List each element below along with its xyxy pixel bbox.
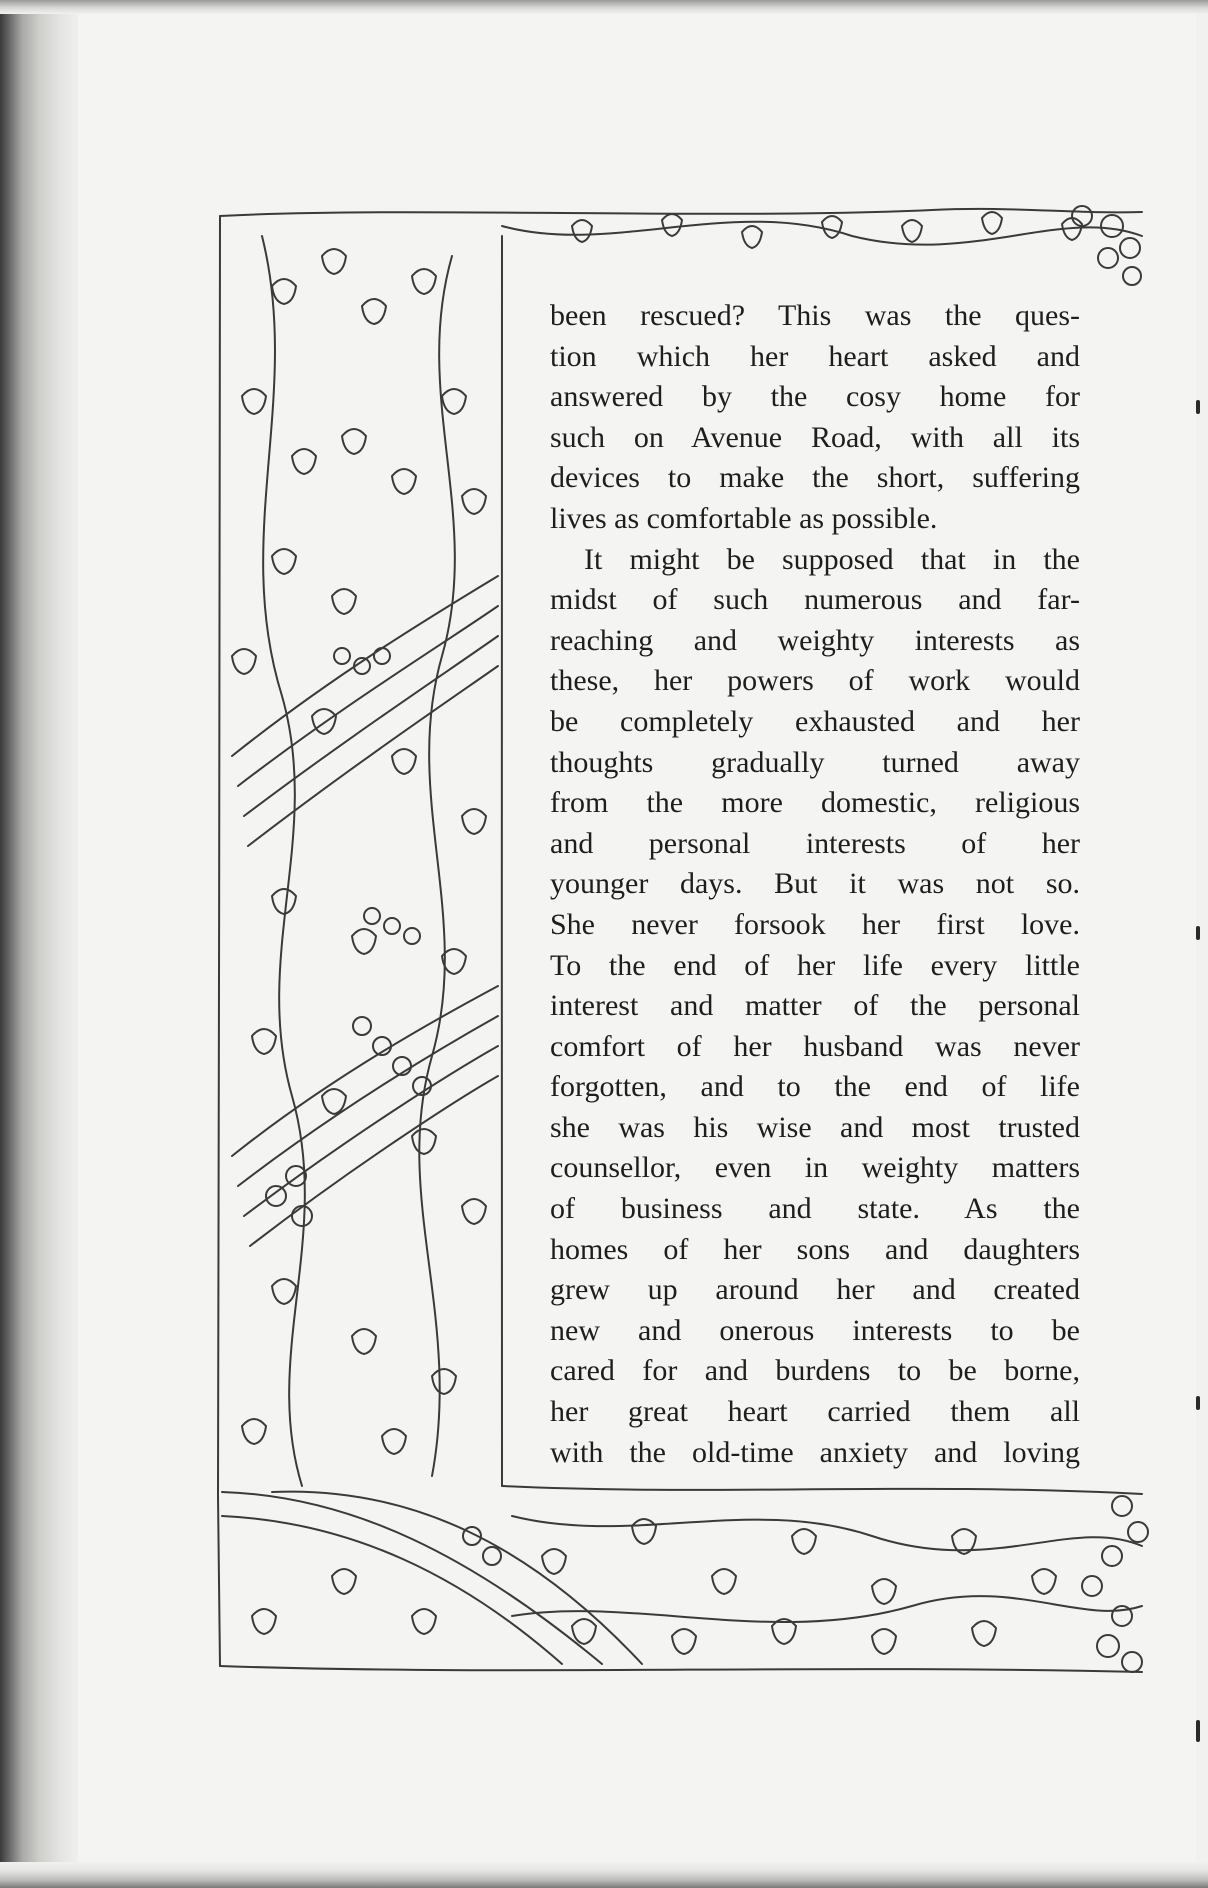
text-line: these, her powers of work would: [550, 664, 1080, 698]
scan-mark: [1196, 1720, 1200, 1742]
text-line: reaching and weighty interests as: [550, 623, 1080, 657]
text-line: younger days. But it was not so.: [550, 867, 1080, 901]
text-line: midst of such numerous and far-: [550, 583, 1080, 617]
text-line: counsellor, even in weighty matters: [550, 1151, 1080, 1185]
paragraph-2: [550, 540, 1080, 1474]
text-line: lives as comfortable as possible.: [550, 501, 938, 535]
text-line: devices to make the short, suffering: [550, 461, 1080, 495]
text-line: she was his wise and most trusted: [550, 1110, 1080, 1144]
text-line: been rescued? This was the ques-: [550, 299, 1080, 332]
text-line: thoughts gradually turned away: [550, 745, 1080, 779]
page-top-edge: [0, 0, 1208, 14]
text-line: grew up around her and created: [550, 1273, 1080, 1307]
text-line: new and onerous interests to be: [550, 1313, 1080, 1347]
scan-mark: [1196, 926, 1200, 940]
text-line: from the more domestic, religious: [550, 786, 1080, 820]
text-line: To the end of her life every little: [550, 948, 1080, 982]
body-text: [550, 296, 1080, 1473]
text-line: tion which her heart asked and: [550, 339, 1080, 373]
text-line: comfort of her husband was never: [550, 1029, 1080, 1063]
page-bottom-edge: [0, 1862, 1208, 1888]
text-line: of business and state. As the: [550, 1192, 1080, 1226]
text-line: cared for and burdens to be borne,: [550, 1354, 1080, 1388]
text-line: forgotten, and to the end of life: [550, 1070, 1080, 1104]
paragraph-1: [550, 296, 1080, 540]
book-spine-edge: [0, 0, 78, 1888]
scan-mark: [1196, 400, 1200, 414]
scan-mark: [1196, 1396, 1200, 1410]
text-line: She never forsook her first love.: [550, 907, 1080, 941]
text-line: be completely exhausted and her: [550, 704, 1080, 738]
text-line: her great heart carried them all: [550, 1395, 1080, 1429]
text-line: answered by the cosy home for: [550, 380, 1080, 414]
text-line: with the old-time anxiety and loving: [550, 1435, 1080, 1469]
text-line: and personal interests of her: [550, 826, 1080, 860]
text-line: homes of her sons and daughters: [550, 1232, 1080, 1266]
text-line: interest and matter of the personal: [550, 989, 1080, 1023]
text-line: It might be supposed that in the: [584, 542, 1080, 576]
text-line: such on Avenue Road, with all its: [550, 420, 1080, 454]
